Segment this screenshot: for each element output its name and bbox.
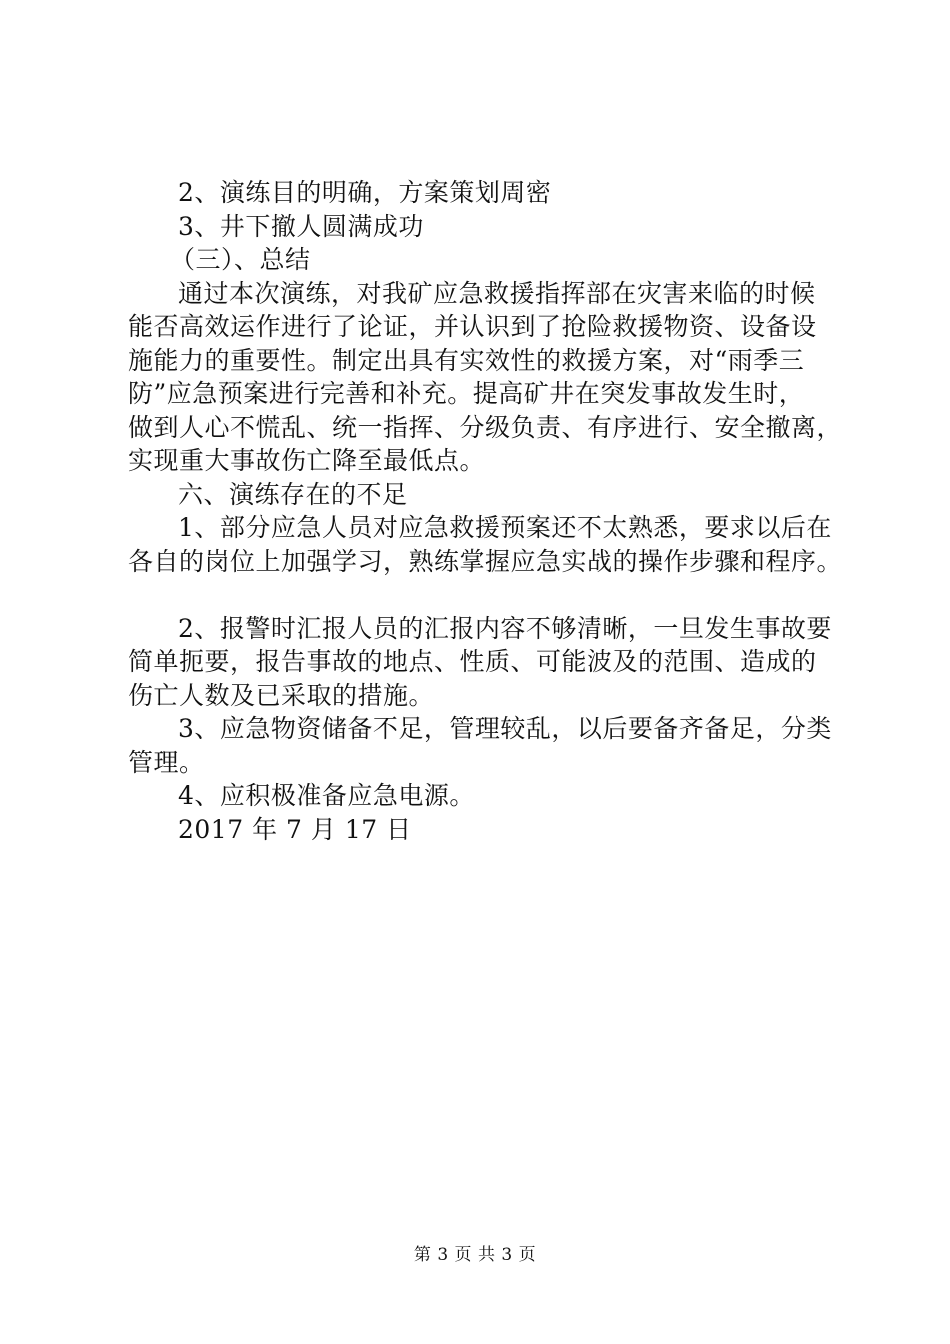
paragraph-summary-line-4: 防”应急预案进行完善和补充。提高矿井在突发事故发生时， xyxy=(128,379,805,408)
shortcoming-3-line-2: 管理。 xyxy=(128,747,205,777)
page-number-footer: 第 3 页 共 3 页 xyxy=(413,1245,537,1265)
shortcoming-2-line-1: 2、报警时汇报人员的汇报内容不够清晰，一旦发生事故要 xyxy=(178,613,832,643)
blank-line xyxy=(128,578,828,612)
list-item-evacuation-success: 3、井下撤人圆满成功 xyxy=(178,211,424,241)
paragraph-summary-line-5: 做到人心不慌乱、统一指挥、分级负责、有序进行、安全撤离， xyxy=(128,412,843,442)
document-body xyxy=(128,176,843,846)
shortcoming-3-line-1: 3、应急物资储备不足，管理较乱，以后要备齐备足，分类 xyxy=(178,714,832,743)
paragraph-summary-line-6: 实现重大事故伤亡降至最低点。 xyxy=(128,446,486,475)
shortcoming-2-line-2: 简单扼要，报告事故的地点、性质、可能波及的范围、造成的 xyxy=(128,647,817,676)
paragraph-summary-line-3: 施能力的重要性。制定出具有实效性的救援方案，对“雨季三 xyxy=(128,345,805,375)
paragraph-summary-line-2: 能否高效运作进行了论证，并认识到了抢险救援物资、设备设 xyxy=(128,312,817,341)
shortcoming-4: 4、应积极准备应急电源。 xyxy=(178,781,475,810)
shortcoming-1-line-2: 各自的岗位上加强学习，熟练掌握应急实战的操作步骤和程序。 xyxy=(128,546,843,576)
section-heading-summary: （三）、总结 xyxy=(170,245,311,274)
shortcoming-1-line-1: 1、部分应急人员对应急救援预案还不太熟悉，要求以后在 xyxy=(178,513,832,542)
list-item-drill-goal: 2、演练目的明确，方案策划周密 xyxy=(178,178,552,207)
section-heading-shortcomings: 六、演练存在的不足 xyxy=(178,479,408,509)
shortcoming-2-line-3: 伤亡人数及已采取的措施。 xyxy=(128,680,435,710)
document-date: 2017 年 7 月 17 日 xyxy=(178,814,412,844)
paragraph-summary-line-1: 通过本次演练，对我矿应急救援指挥部在灾害来临的时候 xyxy=(178,278,816,308)
